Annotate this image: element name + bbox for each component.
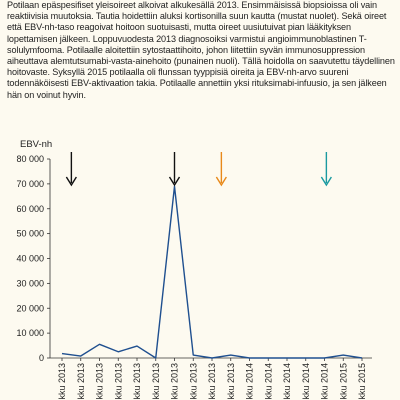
x-tick-label: kku 2014 — [319, 363, 330, 400]
x-axis — [50, 358, 372, 400]
y-tick-label: 30 000 — [16, 278, 44, 289]
x-tick-label: kku 2013 — [94, 363, 105, 400]
y-tick-label: 50 000 — [16, 228, 44, 239]
x-tick-label: kku 2013 — [132, 363, 142, 400]
x-tick-label: kku 2013 — [225, 363, 236, 400]
x-tick-label: kku 2013 — [169, 363, 180, 400]
x-tick-label: kku 2014 — [300, 363, 311, 400]
series-line — [62, 186, 362, 358]
y-axis — [16, 154, 50, 363]
x-tick-label: kku 2013 — [57, 363, 67, 400]
x-tick-label: kku 2013 — [188, 363, 199, 400]
x-tick-label: kku 2013 — [75, 363, 86, 400]
x-tick-label: kku 2014 — [263, 363, 274, 400]
arrow-icon — [321, 152, 331, 185]
x-tick-label: kku 2015 — [357, 363, 367, 400]
figure-caption: Potilaan epäspesifiset yleisoireet alkoivat alkukesällä 2013. Ensimmäisissä biopsioissa oli vain reaktiivisia muutoksia. Tautia hoidettiin aluksi kortisonilla suun kautta (mustat nuolet). Sekä oireet että EBV-nh-taso reagoivat hoitoon suotuisasti, mutta oireet uusiutuivat pian lääkityksen lopettamisen jälkeen. Loppuvuodesta 2013 diagnosoiksi varmistui angioimmunoblastinen T-solulymfooma. Potilaalle aloitettiin sytostaattihoito, johon liitettiin syvän immunosuppression aiheuttava alemtutsumabi-vasta-ainehoito (punainen nuoli). Tällä hoidolla on saavutettu täydellinen hoitovaste. Syksyllä 2015 potilaalla oli flunssan tyyppisiä oireita ja EBV-nh-arvo suureni todennäköisesti EBV-aktivaation takia. Potilaalle annettiin yksi rituksimabi-infuusio, ja sen jälkeen hän on voinut hyvin. — [7, 0, 395, 100]
treatment-arrows — [66, 152, 331, 185]
y-tick-label: 60 000 — [16, 203, 44, 214]
y-tick-label: 20 000 — [16, 303, 44, 314]
x-tick-label: kku 2014 — [282, 363, 292, 400]
arrow-icon — [216, 152, 226, 185]
x-tick-label: kku 2014 — [244, 363, 255, 400]
x-tick-label: kku 2015 — [338, 363, 349, 400]
y-tick-label: 80 000 — [16, 154, 44, 164]
y-tick-label: 0 — [38, 353, 44, 363]
y-tick-label: 70 000 — [16, 178, 44, 189]
y-axis-label: EBV-nh — [20, 139, 53, 150]
x-tick-label: kku 2013 — [207, 363, 217, 400]
y-tick-label: 10 000 — [16, 328, 44, 339]
x-tick-label: kku 2013 — [113, 363, 124, 400]
chart-marks — [62, 186, 362, 358]
arrow-icon — [170, 152, 180, 185]
arrow-icon — [66, 152, 76, 185]
y-tick-label: 40 000 — [16, 253, 44, 264]
x-tick-label: kku 2013 — [150, 363, 161, 400]
